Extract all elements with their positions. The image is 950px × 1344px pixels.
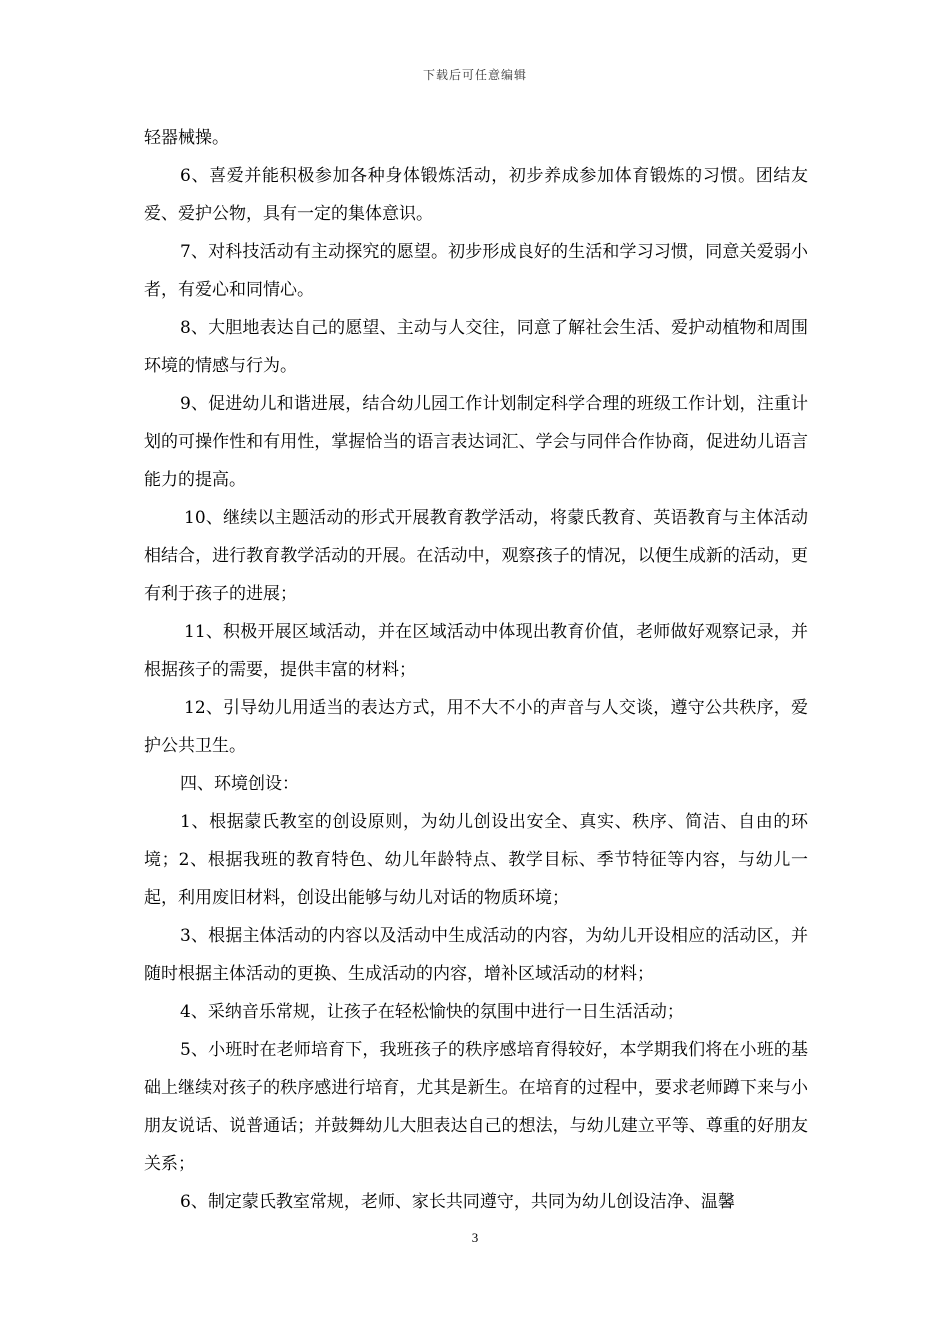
paragraph-item-11: 11、积极开展区域活动，并在区域活动中体现出教育价值，老师做好观察记录，并根据孩子的需要，提供丰富的材料； [144,622,808,680]
paragraph-env-3: 3、根据主体活动的内容以及活动中生成活动的内容，为幼儿开设相应的活动区，并随时根据主体活动的更换、生成活动的内容，增补区域活动的材料； [144,926,808,984]
section-heading-environment: 四、环境创设： [180,774,299,794]
paragraph-item-12: 12、引导幼儿用适当的表达方式，用不大不小的声音与人交谈，遵守公共秩序，爱护公共卫生。 [144,698,808,756]
page-number: 3 [471,1230,479,1245]
document-body [144,119,808,1221]
paragraph-env-4: 4、采纳音乐常规，让孩子在轻松愉快的氛围中进行一日生活活动； [180,1002,684,1022]
paragraph-item-7: 7、对科技活动有主动探究的愿望。初步形成良好的生活和学习习惯，同意关爱弱小者，有爱心和同情心。 [144,242,808,300]
paragraph-item-10: 10、继续以主题活动的形式开展教育教学活动，将蒙氏教育、英语教育与主体活动相结合，进行教育教学活动的开展。在活动中，观察孩子的情况，以便生成新的活动，更有利于孩子的进展； [144,508,808,604]
paragraph-continuation: 轻器械操。 [144,128,229,148]
paragraph-env-5: 5、小班时在老师培育下，我班孩子的秩序感培育得较好，本学期我们将在小班的基础上继续对孩子的秩序感进行培育，尤其是新生。在培育的过程中，要求老师蹲下来与小朋友说话、说普通话；并鼓舞幼儿大胆表达自己的想法，与幼儿建立平等、尊重的好朋友关系； [144,1040,808,1174]
paragraph-env-6: 6、制定蒙氏教室常规，老师、家长共同遵守，共同为幼儿创设洁净、温馨 [180,1192,735,1212]
paragraph-item-6: 6、喜爱并能积极参加各种身体锻炼活动，初步养成参加体育锻炼的习惯。团结友爱、爱护公物，具有一定的集体意识。 [144,166,808,224]
page-header: 下载后可任意编辑 [422,68,527,82]
paragraph-env-1: 1、根据蒙氏教室的创设原则，为幼儿创设出安全、真实、秩序、简洁、自由的环境；2、根据我班的教育特色、幼儿年龄特点、教学目标、季节特征等内容，与幼儿一起，利用废旧材料，创设出能够与幼儿对话的物质环境； [144,812,808,908]
paragraph-item-9: 9、促进幼儿和谐进展，结合幼儿园工作计划制定科学合理的班级工作计划，注重计划的可操作性和有用性，掌握恰当的语言表达词汇、学会与同伴合作协商，促进幼儿语言能力的提高。 [144,394,808,490]
paragraph-item-8: 8、大胆地表达自己的愿望、主动与人交往，同意了解社会生活、爱护动植物和周围环境的情感与行为。 [144,318,808,376]
